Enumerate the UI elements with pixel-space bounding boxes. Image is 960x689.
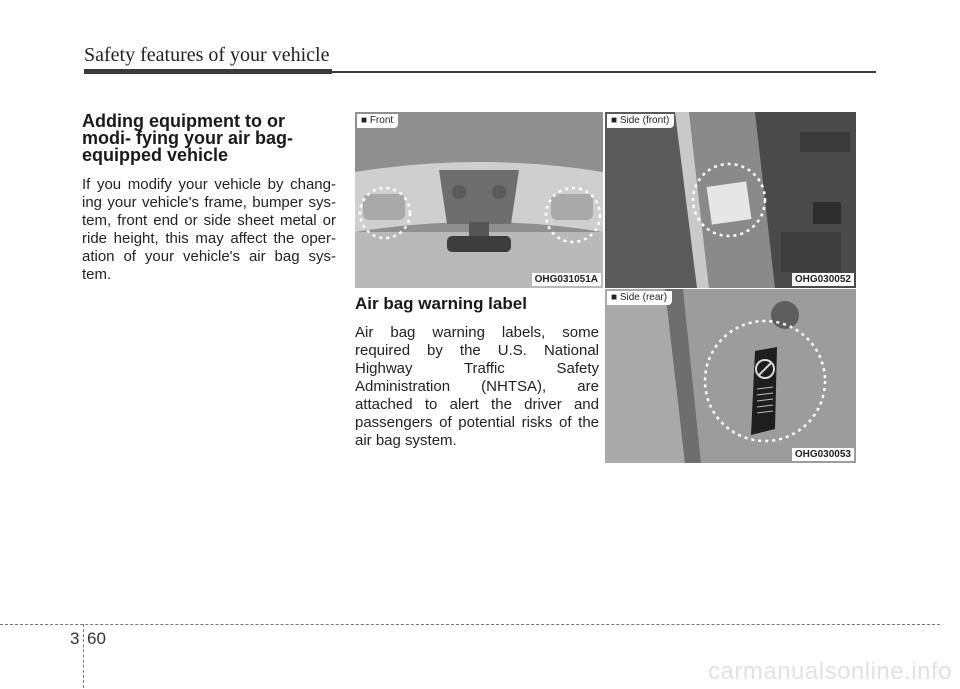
figure-side-rear	[605, 289, 856, 463]
footer-divider	[83, 624, 84, 688]
figure-front	[355, 112, 603, 288]
figure-code: OHG030053	[792, 448, 854, 461]
header-rule-dark	[84, 69, 332, 74]
section-heading: Air bag warning label	[355, 294, 527, 313]
section-adding-equipment	[82, 113, 336, 284]
figure-label: ■ Front	[357, 114, 398, 128]
page-header-title: Safety features of your vehicle	[84, 44, 330, 66]
figure-label: ■ Side (rear)	[607, 291, 672, 305]
section-body: If you modify your vehicle by chang- ing your vehicle's frame, bumper sys- tem, front end or side sheet metal or ride height, this may affect the oper- ation of your vehicle's air bag sys- tem.	[82, 176, 336, 283]
figure-front-illustration	[355, 112, 603, 288]
watermark: carmanualsonline.info	[708, 658, 952, 685]
figure-code: OHG030052	[792, 273, 854, 286]
figure-label: ■ Side (front)	[607, 114, 674, 128]
figure-code: OHG031051A	[532, 273, 601, 286]
section-airbag-warning-label	[355, 294, 599, 450]
header-rule-line	[332, 71, 876, 73]
chapter-number: 3	[70, 629, 80, 648]
figure-side-front	[605, 112, 856, 288]
footer-rule	[0, 624, 940, 625]
figure-side-front-illustration	[605, 112, 856, 288]
section-heading: Adding equipment to or modi- fying your air bag-equipped vehicle	[82, 111, 294, 165]
figure-side-rear-illustration	[605, 289, 856, 463]
page-number: 60	[87, 629, 106, 648]
section-body: Air bag warning labels, some required by the U.S. National Highway Traffic Safety Administration (NHTSA), are attached to alert the driver and passengers of potential risks of the air bag system.	[355, 324, 599, 449]
